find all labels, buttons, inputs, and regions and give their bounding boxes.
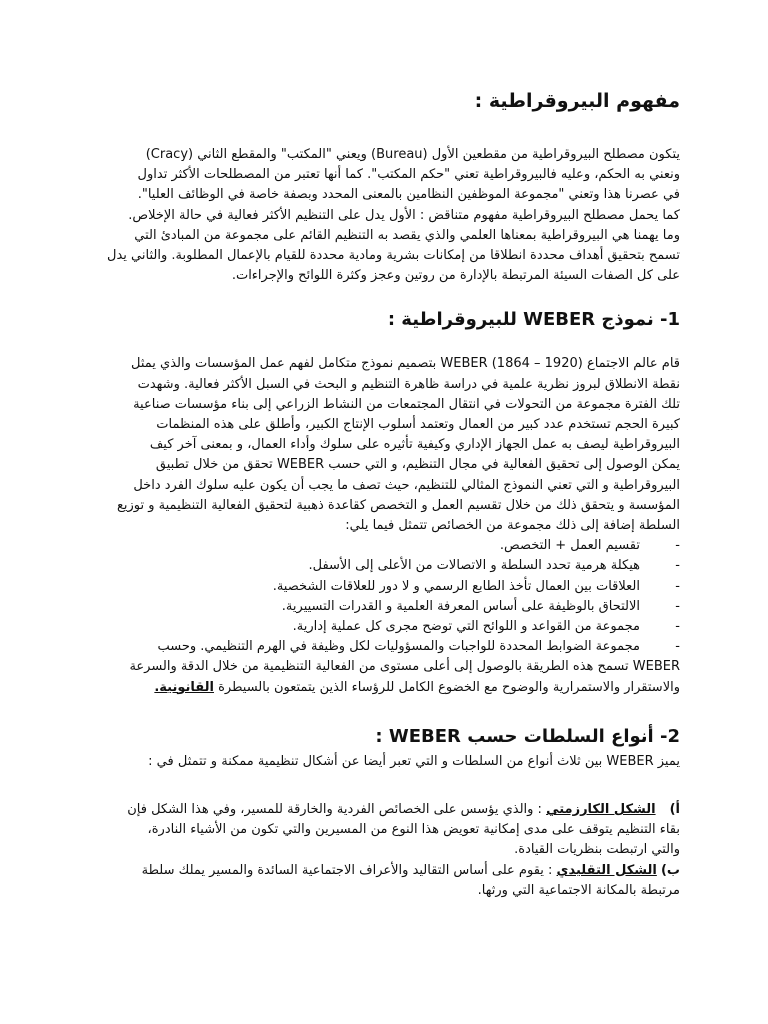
list-item: - الالتحاق بالوظيفة على أساس المعرفة العلمية و القدرات التسييرية. bbox=[86, 597, 640, 617]
list-item: - العلاقات بين العمال تأخذ الطابع الرسمي و لا دور للعلاقات الشخصية. bbox=[86, 577, 640, 597]
traditional-authority-paragraph bbox=[86, 861, 680, 901]
text-line: يميز WEBER بين ثلاث أنواع من السلطات و التي تعبر أيضا عن أشكال تنظيمية ممكنة و تتمثل في : bbox=[148, 753, 680, 769]
weber-model-paragraph bbox=[86, 354, 680, 536]
text-line: كبيرة الحجم تستخدم عدد كبير من العمال وتعتمد أسلوب الإنتاج الكبير، وأطلق على هذه المنظمات bbox=[156, 417, 680, 433]
text-line: في عصرنا هذا وتعني "مجموعة الموظفين النظامين بالمعنى المحدد وبصفة خاصة في الوظائف العليا". bbox=[137, 187, 680, 203]
item-marker: أ) bbox=[669, 802, 680, 818]
text-line: المؤسسة و يتحقق ذلك من خلال تقسيم العمل و التخصص كقاعدة ذهبية لتحقيق الفعالية التنظيمية و توزيع bbox=[116, 497, 680, 513]
text-fragment: : والذي يؤسس على الخصائص الفردية والخارقة للمسير، وفي هذا الشكل فإن bbox=[127, 802, 542, 818]
list-item: - هيكلة هرمية تحدد السلطة و الاتصالات من الأعلى إلى الأسفل. bbox=[86, 556, 640, 576]
text-line: WEBER تسمح هذه الطريقة بالوصول إلى أعلى مستوى من الفعالية التنظيمية من خلال الدقة والسرعة bbox=[129, 659, 680, 675]
list-item: - تقسيم العمل + التخصص. bbox=[86, 536, 640, 556]
section-heading-weber-model: 1- نموذج WEBER للبيروقراطية : bbox=[387, 309, 680, 331]
list-item: - مجموعة من القواعد و اللوائح التي توضح مجرى كل عملية إدارية. bbox=[86, 617, 640, 637]
term-label: الشكل التقليدي bbox=[556, 862, 657, 878]
weber-closing-paragraph bbox=[86, 657, 680, 697]
charismatic-authority-paragraph bbox=[86, 800, 680, 861]
text-line: البيروقراطية ليصف به عمل الجهاز الإداري وكيفية تأثيره على سلوك وأداء العمال، و بمعنى آخر كيف bbox=[149, 437, 680, 453]
emphasized-word: القانونية. bbox=[154, 679, 214, 695]
text-line: السلطة إضافة إلى ذلك مجموعة من الخصائص تتمثل فيما يلي: bbox=[345, 518, 680, 534]
page-title: مفهوم البيروقراطية : bbox=[474, 90, 680, 112]
text-line: قام عالم الاجتماع WEBER (1864 – 1920) بتصميم نموذج متكامل لفهم عمل المؤسسات والذي يمثل bbox=[131, 356, 680, 372]
text-line: وما يهمنا هي البيروقراطية بمعناها العلمي والذي يقصد به التنظيم القائم على مجموعة من المبادئ التي bbox=[134, 227, 680, 243]
characteristics-list bbox=[86, 536, 680, 657]
text-line: ونعني به الحكم، وعليه فالبيروقراطية تعني "حكم المكتب". كما أنها تعتبر من المصطلحات الأكثر تداول bbox=[137, 167, 680, 183]
text-line: تسمح بتحقيق أهداف محددة انطلاقا من إمكانات بشرية ومادية محددة للقيام بالإعمال المطلوبة. والثاني يدل bbox=[107, 248, 680, 264]
text-line: البيروقراطية و التي تعني النموذج المثالي للتنظيم، حيث تصف ما يجب أن يكون عليه سلوك الفرد داخل bbox=[133, 477, 680, 493]
text-line: على كل الصفات السيئة المرتبطة بالإدارة من روتين وعجز وكثرة اللوائح والإجراءات. bbox=[231, 268, 680, 284]
list-item: - مجموعة الضوابط المحددة للواجبات والمسؤوليات لكل وظيفة في الهرم التنظيمي. وحسب bbox=[86, 637, 640, 657]
intro-paragraph bbox=[86, 145, 680, 286]
text-line: والتي ارتبطت بنظريات القيادة. bbox=[514, 842, 680, 858]
section-heading-authority-types: 2- أنواع السلطات حسب WEBER : bbox=[375, 725, 680, 747]
text-line: كما يحمل مصطلح البيروقراطية مفهوم متناقض : الأول يدل على التنظيم الأكثر فعالية في حالة الإخلاص. bbox=[128, 207, 680, 223]
item-marker: ب) bbox=[660, 862, 680, 878]
text-line bbox=[86, 800, 680, 820]
text-line: يمكن الوصول إلى تحقيق الفعالية في مجال التنظيم، و التي حسب WEBER تحقق من خلال تطبيق bbox=[155, 457, 680, 473]
text-line: بقاء التنظيم يتوقف على مدى إمكانية تعويض هذا النوع من المسيرين والتي تكون من الأشياء النادرة، bbox=[147, 822, 680, 838]
text-line bbox=[86, 861, 680, 881]
text-fragment: والاستقرار والاستمرارية والوضوح مع الخضوع الكامل للرؤساء الذين يتمتعون بالسيطرة bbox=[218, 679, 680, 695]
authority-types-intro bbox=[86, 752, 680, 772]
text-line: تلك الفترة مجموعة من التحولات في انتقال المجتمعات من النشاط الزراعي إلى بناء مؤسسات صناعية bbox=[133, 396, 680, 412]
text-line: نقطة الانطلاق لبروز نظرية علمية في دراسة ظاهرة التنظيم و البحث في السبل الأكثر فعالية. وشهدت bbox=[137, 376, 680, 392]
text-line bbox=[86, 678, 680, 698]
text-line: مرتبطة بالمكانة الاجتماعية التي ورثها. bbox=[477, 882, 680, 898]
text-fragment: : يقوم على أساس التقاليد والأعراف الاجتماعية السائدة والمسير يملك سلطة bbox=[141, 862, 553, 878]
term-label: الشكل الكارزمتي bbox=[546, 802, 656, 818]
text-line: يتكون مصطلح البيروقراطية من مقطعين الأول (Bureau) ويعني "المكتب" والمقطع الثاني (Cracy) bbox=[145, 147, 680, 162]
